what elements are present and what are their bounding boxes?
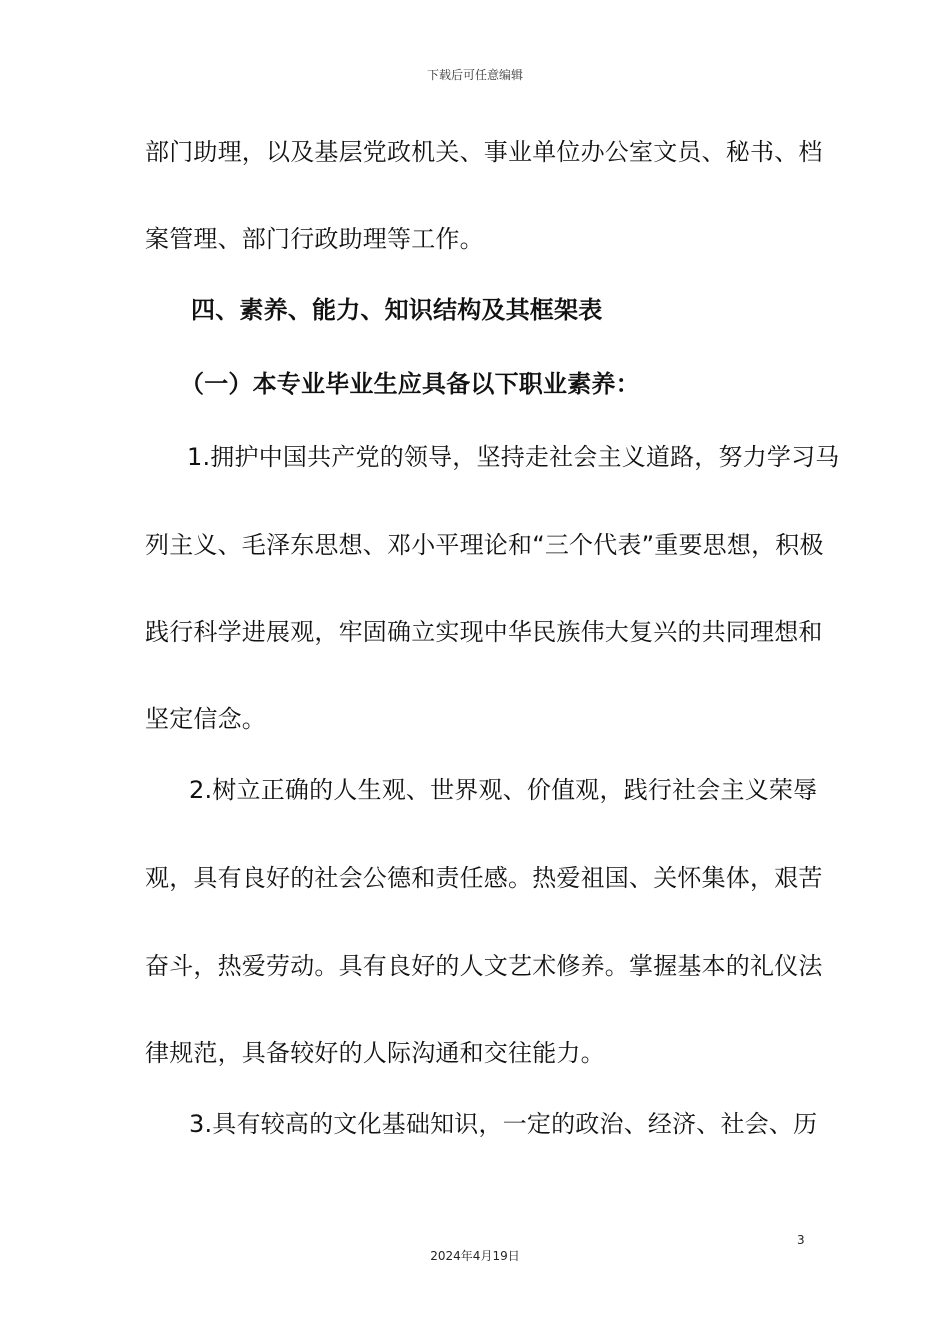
page-number: 3 (797, 1233, 805, 1247)
body-text-line: 观，具有良好的社会公德和责任感。热爱祖国、关怀集体，艰苦 (145, 864, 823, 892)
body-text-line: 践行科学进展观，牢固确立实现中华民族伟大复兴的共同理想和 (145, 618, 823, 646)
body-text-line: 3.具有较高的文化基础知识，一定的政治、经济、社会、历 (189, 1110, 818, 1138)
body-text-line: 2.树立正确的人生观、世界观、价值观，践行社会主义荣辱 (189, 776, 818, 804)
page-footer-date: 2024年4月19日 (430, 1249, 520, 1263)
body-text-line: 奋斗，热爱劳动。具有良好的人文艺术修养。掌握基本的礼仪法 (145, 952, 823, 980)
body-text-line: 律规范，具备较好的人际沟通和交往能力。 (145, 1039, 605, 1067)
body-text-line: 列主义、毛泽东思想、邓小平理论和“三个代表”重要思想，积极 (145, 531, 824, 559)
section-heading: 四、素养、能力、知识结构及其框架表 (191, 296, 603, 324)
subsection-heading: （一）本专业毕业生应具备以下职业素养： (180, 370, 640, 398)
body-text-line: 1.拥护中国共产党的领导，坚持走社会主义道路，努力学习马 (187, 443, 840, 471)
page-header: 下载后可任意编辑 (426, 68, 523, 82)
body-text-line: 坚定信念。 (145, 705, 266, 733)
body-text-line: 案管理、部门行政助理等工作。 (145, 225, 484, 253)
body-text-line: 部门助理，以及基层党政机关、事业单位办公室文员、秘书、档 (145, 138, 823, 166)
